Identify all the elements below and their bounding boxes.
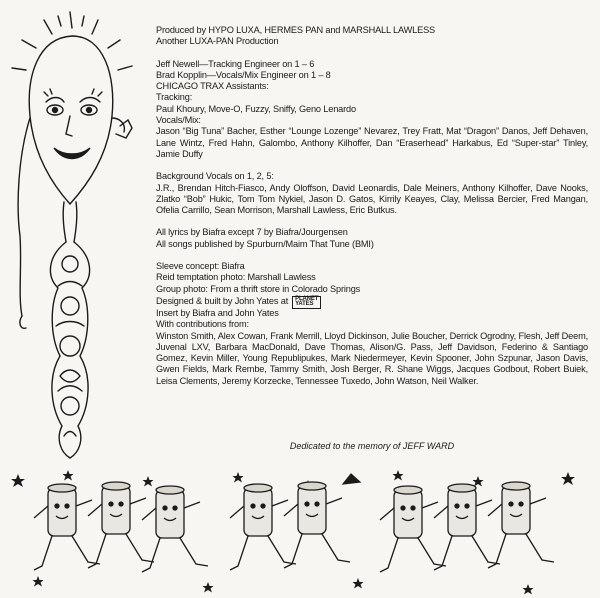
group-photo-credit: Group photo: From a thrift store in Colorado Springs <box>156 283 361 294</box>
vocals-names: Jason “Big Tuna” Bacher, Esther “Lounge Lozenge” Nevarez, Trey Fratt, Mat “Dragon” Danos, Jeff Dehaven, Lane Wintz, Fred Hahn, Galombo, Anthony Kilhoffer, Dan “Eraserhead” Harkabus, Ed “Super-star” Tinley, Jamie Duffy <box>156 126 588 159</box>
production-credit: Another LUXA-PAN Production <box>156 36 279 47</box>
tracking-names: Paul Khoury, Move-O, Fuzzy, Sniffy, Geno Lenardo <box>156 103 356 114</box>
dedication: Dedicated to the memory of JEFF WARD <box>289 441 455 451</box>
insert-credit: Insert by Biafra and John Yates <box>156 307 279 318</box>
contributions-names: Winston Smith, Alex Cowan, Frank Merrill, Lloyd Dickinson, Julie Boucher, Derrick Ogrodny, Flesh, Jeff Deem, Juvenal LXV, Barbara MacDonald, Dave Thomas, Alison/G. Pass, Jeff Davidson, Federino & Santiago Gomez, Kevin Miller, Young Republipukes, Mark Niedermeyer, Kevin Spooner, John Szpunar, Jason Davis, Gwen Fields, Mark Rembe, Tammy Smith, Josh Berger, R. Shane Wiggs, Jacques Godbout, Robert Buiek, Leisa Clements, Jeremy Korzecke, Tennessee Tuxedo, John Watson, Neil Walker. <box>156 330 588 386</box>
publishing-credit: All songs published by Spurburn/Maim That Tune (BMI) <box>156 238 374 249</box>
logo-bottom-text: YATES <box>295 301 314 308</box>
sleeve-credit: Sleeve concept: Biafra <box>156 261 245 272</box>
dancing-cans-border <box>8 466 592 594</box>
mix-engineer-credit: Brad Kopplin—Vocals/Mix Engineer on 1 – 8 <box>156 69 331 80</box>
design-credit-line <box>156 295 588 308</box>
lyrics-credit: All lyrics by Biafra except 7 by Biafra/Jourgensen <box>156 227 348 238</box>
background-vocals-heading: Background Vocals on 1, 2, 5: <box>156 171 274 182</box>
background-vocals-names: J.R., Brendan Hitch-Fiasco, Andy Oloffson, David Leonardis, Dale Meiners, Anthony Kilhoffer, Dave Nooks, Zlatko “Bob” Hukic, Tom Tom Nykiel, Jason D. Gatos, Kirrily Keayes, Clay, Melissa Bercier, Fred Mangan, Ofelia Carrillo, Sean Morrison, Marshall Lawless, Eric Butkus. <box>156 182 588 216</box>
credits-block <box>156 25 588 387</box>
tracking-engineer-credit: Jeff Newell—Tracking Engineer on 1 – 6 <box>156 58 315 69</box>
logo-top-text: PLANET <box>295 295 319 302</box>
assistants-heading: CHICAGO TRAX Assistants: <box>156 81 269 92</box>
design-credit: Designed & built by John Yates at <box>156 295 289 306</box>
spoon-lady-illustration <box>8 6 158 466</box>
vocals-heading: Vocals/Mix: <box>156 115 201 126</box>
reid-photo-credit: Reid temptation photo: Marshall Lawless <box>156 272 316 283</box>
planet-yates-logo <box>292 296 321 309</box>
contributions-heading: With contributions from: <box>156 319 249 330</box>
producer-credit: Produced by HYPO LUXA, HERMES PAN and MARSHALL LAWLESS <box>156 25 436 35</box>
tracking-heading: Tracking: <box>156 92 193 103</box>
